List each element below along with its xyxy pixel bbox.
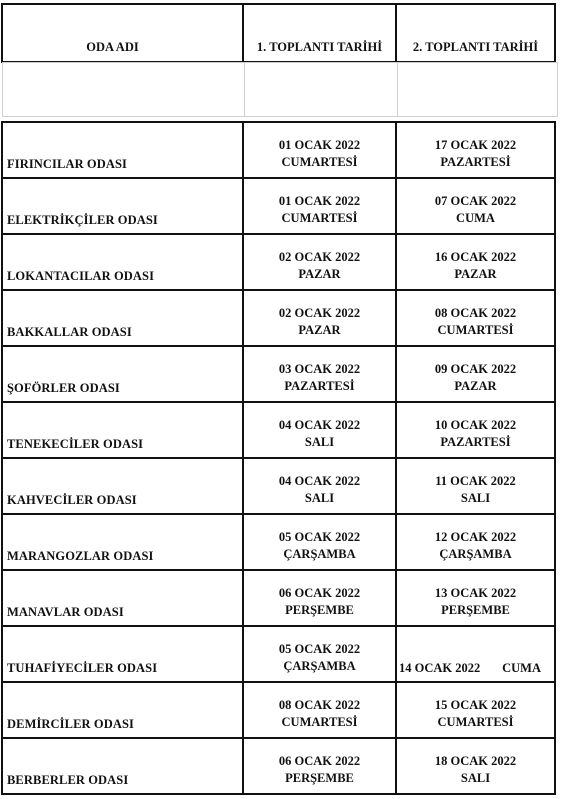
room-name: DEMİRCİLER ODASI [7,717,134,731]
room-name: BAKKALLAR ODASI [7,325,132,339]
first-meeting-cell [242,457,397,515]
first-meeting-cell [242,737,397,795]
first-meeting-cell [242,177,397,235]
second-date: 09 OCAK 2022 [434,362,517,376]
second-meeting-date [399,661,554,676]
blank-row [3,63,558,117]
second-date: 16 OCAK 2022 [434,250,517,264]
second-meeting-cell [395,233,556,291]
second-meeting-cell [395,289,556,347]
first-meeting-date [244,193,395,227]
room-name-cell [1,569,244,627]
second-weekday: PAZAR [454,379,497,393]
second-meeting-date [397,585,554,619]
first-meeting-date [244,529,395,563]
room-name-cell [1,737,244,795]
second-date: 17 OCAK 2022 [434,138,517,152]
first-meeting-cell [242,513,397,571]
room-name-cell [1,121,244,179]
second-weekday: SALI [460,491,491,505]
blank-cell [244,62,399,117]
schedule-table [3,5,558,795]
second-weekday: ÇARŞAMBA [439,547,512,561]
table-row [3,403,558,459]
blank-cell [397,62,558,117]
room-name-cell [1,625,244,683]
first-date: 05 OCAK 2022 [278,530,361,544]
first-meeting-cell [242,345,397,403]
first-weekday: SALI [304,491,335,505]
first-meeting-date [244,249,395,283]
first-meeting-cell [242,233,397,291]
table-row [3,627,558,683]
room-name: TUHAFİYECİLER ODASI [7,661,158,675]
room-name: KAHVECİLER ODASI [7,493,137,507]
first-date: 04 OCAK 2022 [278,474,361,488]
second-meeting-date [397,473,554,507]
first-date: 04 OCAK 2022 [278,418,361,432]
first-weekday: ÇARŞAMBA [283,547,356,561]
second-weekday: PAZARTESİ [440,155,511,169]
second-weekday: CUMA [502,661,542,675]
second-meeting-date [397,753,554,787]
first-weekday: PAZAR [298,323,341,337]
room-name: TENEKECİLER ODASI [7,437,144,451]
header-oda-adi: ODA ADI [1,3,244,63]
room-name: ELEKTRİKÇİLER ODASI [7,213,158,227]
room-name-cell [1,289,244,347]
second-weekday: PAZAR [454,267,497,281]
first-date: 01 OCAK 2022 [278,194,361,208]
second-date: 08 OCAK 2022 [434,306,517,320]
first-meeting-cell [242,625,397,683]
second-meeting-cell [395,401,556,459]
room-name: MARANGOZLAR ODASI [7,549,154,563]
second-meeting-date [397,697,554,731]
first-weekday: CUMARTESİ [281,715,358,729]
room-name-cell [1,345,244,403]
second-meeting-cell [395,681,556,739]
room-name: ŞOFÖRLER ODASI [7,381,120,395]
first-meeting-date [244,585,395,619]
first-date: 06 OCAK 2022 [278,754,361,768]
first-date: 08 OCAK 2022 [278,698,361,712]
table-row [3,739,558,795]
second-date: 18 OCAK 2022 [434,754,517,768]
second-meeting-date [397,417,554,451]
room-name-cell [1,401,244,459]
first-weekday: PAZAR [298,267,341,281]
second-meeting-date [397,137,554,171]
first-meeting-cell [242,401,397,459]
second-meeting-cell [395,569,556,627]
second-weekday: SALI [460,771,491,785]
second-weekday: PERŞEMBE [441,603,510,617]
second-weekday: CUMA [456,211,495,225]
room-name-cell [1,177,244,235]
room-name-cell [1,513,244,571]
first-date: 06 OCAK 2022 [278,586,361,600]
first-date: 01 OCAK 2022 [278,138,361,152]
second-meeting-cell [395,177,556,235]
first-weekday: ÇARŞAMBA [283,659,356,673]
room-name: LOKANTACILAR ODASI [7,269,155,283]
second-meeting-cell [395,345,556,403]
second-weekday: PAZARTESİ [440,435,511,449]
second-meeting-date [397,529,554,563]
second-weekday: CUMARTESİ [437,715,514,729]
first-weekday: PERŞEMBE [285,771,354,785]
second-meeting-date [397,193,554,227]
header-second-meeting: 2. TOPLANTI TARİHİ [395,3,556,63]
room-name-cell [1,457,244,515]
first-meeting-date [244,137,395,171]
second-meeting-cell [395,121,556,179]
second-meeting-cell [395,625,556,683]
second-date: 10 OCAK 2022 [434,418,517,432]
first-meeting-date [244,473,395,507]
table-row [3,235,558,291]
first-meeting-cell [242,681,397,739]
second-date: 11 OCAK 2022 [435,474,516,488]
second-date: 13 OCAK 2022 [434,586,517,600]
first-weekday: PERŞEMBE [285,603,354,617]
second-meeting-date [397,361,554,395]
first-meeting-date [244,305,395,339]
table-body [3,123,558,795]
second-meeting-date [397,249,554,283]
room-name-cell [1,681,244,739]
second-meeting-cell [395,457,556,515]
first-date: 02 OCAK 2022 [278,306,361,320]
first-weekday: PAZARTESİ [284,379,355,393]
first-meeting-date [244,697,395,731]
table-row [3,571,558,627]
first-meeting-date [244,753,395,787]
first-weekday: SALI [304,435,335,449]
first-date: 03 OCAK 2022 [278,362,361,376]
second-date: 15 OCAK 2022 [434,698,517,712]
blank-cell [2,62,245,117]
header-first-meeting: 1. TOPLANTI TARİHİ [242,3,397,63]
second-meeting-cell [395,513,556,571]
second-date: 12 OCAK 2022 [434,530,517,544]
second-date: 07 OCAK 2022 [434,194,517,208]
table-row [3,291,558,347]
table-row [3,347,558,403]
room-name: FIRINCILAR ODASI [7,157,128,171]
first-meeting-date [244,641,395,675]
table-row [3,123,558,179]
second-weekday: CUMARTESİ [437,323,514,337]
table-row [3,683,558,739]
table-row [3,179,558,235]
first-meeting-date [244,361,395,395]
first-date: 02 OCAK 2022 [278,250,361,264]
first-weekday: CUMARTESİ [281,155,358,169]
room-name: MANAVLAR ODASI [7,605,124,619]
first-weekday: CUMARTESİ [281,211,358,225]
first-meeting-cell [242,569,397,627]
header-row [3,5,558,63]
second-date: 14 OCAK 2022 [399,661,481,675]
second-meeting-date [397,305,554,339]
first-meeting-cell [242,121,397,179]
first-meeting-cell [242,289,397,347]
first-meeting-date [244,417,395,451]
room-name: BERBERLER ODASI [7,773,129,787]
first-date: 05 OCAK 2022 [278,642,361,656]
room-name-cell [1,233,244,291]
table-row [3,459,558,515]
table-row [3,515,558,571]
second-meeting-cell [395,737,556,795]
